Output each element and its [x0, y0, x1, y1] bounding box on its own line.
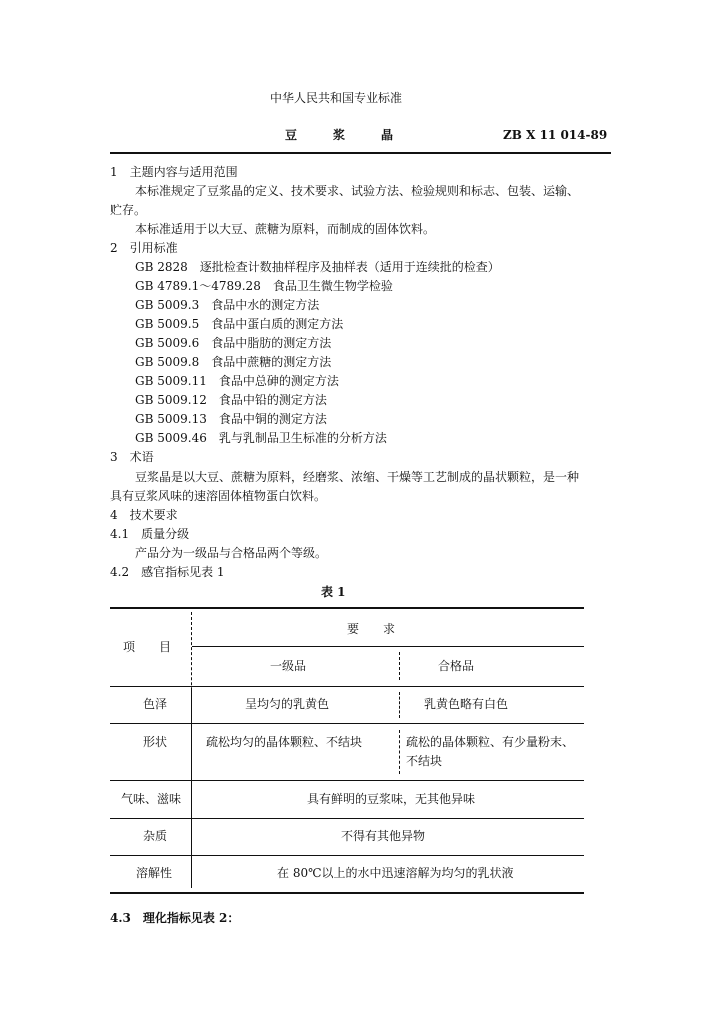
table-row-item: 杂质 — [143, 829, 168, 843]
table-bottom-rule — [110, 892, 584, 894]
reference-item: GB 2828 逐批检查计数抽样程序及抽样表（适用于连续批的检查） — [135, 260, 500, 274]
reference-item: GB 5009.11 食品中总砷的测定方法 — [135, 374, 339, 388]
table-column-divider — [399, 652, 400, 680]
table-cell-first-grade: 呈均匀的乳黄色 — [245, 697, 330, 711]
reference-item: GB 4789.1～4789.28 食品卫生微生物学检验 — [135, 279, 393, 293]
reference-item: GB 5009.8 食品中蔗糖的测定方法 — [135, 355, 332, 369]
reference-item: GB 5009.46 乳与乳制品卫生标准的分析方法 — [135, 431, 387, 445]
table-cell-qualified-grade-cont: 不结块 — [406, 754, 443, 768]
table-cell-qualified-grade: 疏松的晶体颗粒、有少量粉末、 — [406, 735, 575, 749]
section-4-heading: 4 技术要求 — [110, 508, 178, 522]
section-2-heading: 2 引用标准 — [110, 241, 178, 255]
standard-code: ZB X 11 014-89 — [503, 128, 608, 142]
reference-item: GB 5009.13 食品中铜的测定方法 — [135, 412, 327, 426]
table-row-item: 气味、滋味 — [121, 792, 182, 806]
table-row-rule — [110, 855, 584, 856]
section-4-3-heading: 4.3 理化指标见表 2： — [110, 911, 240, 925]
table-cell-merged: 在 80℃以上的水中迅速溶解为均匀的乳状液 — [277, 866, 514, 880]
reference-item: GB 5009.3 食品中水的测定方法 — [135, 298, 320, 312]
table-cell-merged: 不得有其他异物 — [341, 829, 426, 843]
table-row-rule — [110, 723, 584, 724]
table-caption: 表 1 — [321, 585, 346, 599]
table-header-divider — [192, 646, 584, 647]
reference-item: GB 5009.6 食品中脂肪的测定方法 — [135, 336, 332, 350]
header-divider — [110, 152, 611, 154]
section-1-paragraph-1-cont: 贮存。 — [110, 203, 147, 217]
section-4-1-paragraph: 产品分为一级品与合格品两个等级。 — [135, 546, 328, 560]
table-header-qualified-grade: 合格品 — [438, 659, 475, 673]
section-1-paragraph-2: 本标准适用于以大豆、蔗糖为原料，而制成的固体饮料。 — [135, 222, 436, 236]
table-row-rule — [110, 780, 584, 781]
table-row-item: 形状 — [143, 735, 168, 749]
table-column-divider — [191, 690, 192, 888]
document-title: 豆 浆 晶 — [285, 128, 394, 142]
table-row-item: 溶解性 — [136, 866, 173, 880]
table-header-requirements: 要 求 — [347, 622, 396, 636]
table-row-rule — [110, 818, 584, 819]
table-column-divider — [399, 730, 400, 774]
table-row-item: 色泽 — [143, 697, 168, 711]
section-1-paragraph-1: 本标准规定了豆浆晶的定义、技术要求、试验方法、检验规则和标志、包装、运输、 — [135, 184, 580, 198]
table-column-divider — [399, 692, 400, 718]
section-3-paragraph: 豆浆晶是以大豆、蔗糖为原料，经磨浆、浓缩、干燥等工艺制成的晶状颗粒，是一种 — [135, 470, 580, 484]
table-top-rule — [110, 607, 584, 609]
reference-item: GB 5009.12 食品中铅的测定方法 — [135, 393, 327, 407]
section-3-paragraph-cont: 具有豆浆风味的速溶固体植物蛋白饮料。 — [110, 489, 327, 503]
section-1-heading: 1 主题内容与适用范围 — [110, 165, 238, 179]
table-header-rule — [110, 686, 584, 687]
table-cell-qualified-grade: 乳黄色略有白色 — [424, 697, 509, 711]
table-cell-first-grade: 疏松均匀的晶体颗粒、不结块 — [206, 735, 363, 749]
org-title: 中华人民共和国专业标准 — [270, 91, 403, 105]
section-4-1-heading: 4.1 质量分级 — [110, 527, 190, 541]
reference-item: GB 5009.5 食品中蛋白质的测定方法 — [135, 317, 344, 331]
section-4-2-heading: 4.2 感官指标见表 1 — [110, 565, 225, 579]
table-header-item: 项 目 — [123, 640, 172, 654]
table-header-first-grade: 一级品 — [270, 659, 307, 673]
section-3-heading: 3 术语 — [110, 450, 154, 464]
table-cell-merged: 具有鲜明的豆浆味，无其他异味 — [307, 792, 476, 806]
